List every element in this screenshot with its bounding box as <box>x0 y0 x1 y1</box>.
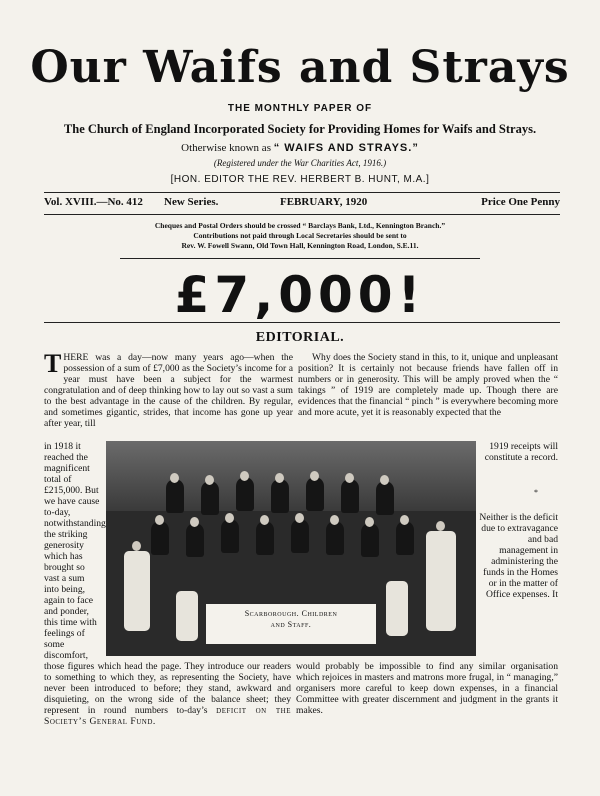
photo-figure <box>396 521 414 555</box>
society-name: The Church of England Incorporated Society for Providing Homes for Waifs and Strays. <box>63 122 537 136</box>
editorial-heading: EDITORIAL. <box>255 330 345 345</box>
volume-number: Vol. XVIII.—No. 412 <box>44 196 143 208</box>
photo-figure <box>151 521 169 555</box>
photo-figure <box>186 523 204 557</box>
right-paragraph-bottom: would probably be impossible to find any similar organisation which rejoices in masters and matrons more frugal, in “ managing,” organisers more careful to keep down expenses, in a financial Committee with greater discernment and judgment in the grants it makes. <box>296 661 558 716</box>
photo-caption-line-1: Scarborough. Children <box>244 609 338 618</box>
series-label: New Series. <box>164 196 219 208</box>
left-paragraph-narrow: in 1918 it reached the magnificent total of £215,000. But we have cause to-day, notwithstanding the striking generosity which has brought so vast a sum into being, again to face and ponder, this time with feelings of some discomfort, <box>44 441 106 661</box>
cheques-line-3: Rev. W. Fowell Swann, Old Town Hall, Kennington Road, London, S.E.11. <box>181 241 419 250</box>
right-paragraph-narrow-2: Neither is the deficit due to extravagance and bad management in administering the funds in the Homes or in the matter of Office expenses. It <box>479 512 558 600</box>
photo-figure <box>291 519 309 553</box>
photo-figure <box>166 479 184 513</box>
left-column-narrow <box>44 441 106 661</box>
cheques-notice <box>60 221 540 251</box>
photo-face <box>225 513 234 523</box>
photo-child-white <box>176 591 198 641</box>
otherwise-prefix: Otherwise known as <box>181 142 271 154</box>
headline-sum: £7,000! <box>174 266 426 324</box>
photo-caption <box>206 604 376 644</box>
photo-face <box>330 515 339 525</box>
photo-child-white <box>386 581 408 636</box>
left-bottom-text: those figures which head the page. They introduce our readers to something to which they, as representing the Society, have never been introduced to before; they stand, awkward and disquieting, on the wrong side of the balance sheet; they represent in round numbers to-day’s <box>44 661 291 716</box>
photo-staff-white <box>124 551 150 631</box>
photo-figure <box>361 523 379 557</box>
photo-figure <box>256 521 274 555</box>
photo-figure <box>221 519 239 553</box>
photo-figure <box>236 477 254 511</box>
hon-editor-line: [HON. EDITOR THE REV. HERBERT B. HUNT, M.A.] <box>170 174 430 185</box>
left-column-top <box>44 349 293 429</box>
photo-face <box>205 475 214 485</box>
photo-face <box>170 473 179 483</box>
right-column-bottom <box>296 661 558 716</box>
photo-caption-line-2: and Staff. <box>270 620 312 629</box>
issue-date: FEBRUARY, 1920 <box>280 196 368 208</box>
photo-face <box>275 473 284 483</box>
right-column-top <box>298 352 558 418</box>
photo-face <box>295 513 304 523</box>
cheques-line-1: Cheques and Postal Orders should be crossed “ Barclays Bank, Ltd., Kennington Branch.” <box>154 221 446 230</box>
issue-rule <box>44 214 560 215</box>
headline-rule <box>44 322 560 323</box>
photo-figure <box>326 521 344 555</box>
photo-face <box>345 473 354 483</box>
otherwise-known-line <box>0 142 600 154</box>
photo-figure <box>201 481 219 515</box>
right-column-narrow <box>478 441 558 463</box>
drop-cap: T <box>44 349 62 378</box>
right-column-narrow-2 <box>478 512 558 600</box>
deficit-caps: deficit on the Society’s General Fund. <box>44 705 291 727</box>
photo-figure <box>271 479 289 513</box>
monthly-paper-subtitle: THE MONTHLY PAPER OF <box>227 103 373 114</box>
top-rule <box>44 192 560 193</box>
photo-face <box>400 515 409 525</box>
right-paragraph-top: Why does the Society stand in this, to it, unique and unpleasant position? It is certainly not because friends have fallen off in numbers or in generosity. This will be amply proved when the “ takings ” of 1919 are completely made up. Though there are evidences that the financial “ pinch ” is everywhere becoming more and more acute, yet it is reasonably expected that the <box>298 352 558 418</box>
price-label: Price One Penny <box>481 196 560 208</box>
photo-staff-white <box>426 531 456 631</box>
section-star: * <box>534 488 538 497</box>
registered-note: (Registered under the War Charities Act, 1916.) <box>213 158 387 168</box>
issue-line <box>44 196 560 212</box>
left-column-bottom <box>44 661 291 727</box>
photo-face <box>260 515 269 525</box>
scarborough-photograph <box>106 441 476 656</box>
photo-face <box>240 471 249 481</box>
photo-figure <box>376 481 394 515</box>
left-paragraph-top: HERE was a day—now many years ago—when the possession of a sum of £7,000 as the Society’s income for a year must have been a subject for the warmest congratulation and of deep thinking how to lay out so vast a sum to the best advantage in the cause of the children. By regular, and sometimes gigantic, strides, that income has gone up year after year, till <box>44 352 293 429</box>
photo-face <box>132 541 141 551</box>
cheques-rule <box>120 258 480 259</box>
right-paragraph-narrow: 1919 receipts will constitute a record. <box>484 441 558 463</box>
left-paragraph-bottom <box>44 661 291 727</box>
cheques-line-2: Contributions not paid through Local Secretaries should be sent to <box>193 231 407 240</box>
photo-face <box>380 475 389 485</box>
photo-figure <box>306 477 324 511</box>
photo-face <box>436 521 445 531</box>
photo-figure <box>341 479 359 513</box>
photo-face <box>155 515 164 525</box>
otherwise-name: “ WAIFS AND STRAYS.” <box>273 142 419 154</box>
masthead-title: Our Waifs and Strays <box>30 42 570 93</box>
photo-background <box>106 441 476 511</box>
photo-face <box>365 517 374 527</box>
photo-face <box>310 471 319 481</box>
photo-face <box>190 517 199 527</box>
